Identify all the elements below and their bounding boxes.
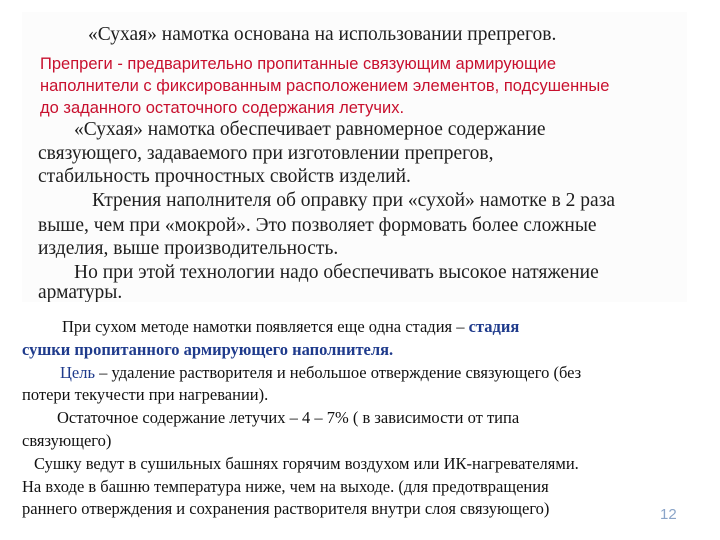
- definition-line: до заданного остаточного содержания летучих.: [40, 99, 405, 117]
- scanned-text-image: [22, 12, 687, 302]
- paragraph-line: Сушку ведут в сушильных башнях горячим воздухом или ИК-нагревателями.: [34, 453, 579, 473]
- paragraph-line: связующего): [22, 430, 112, 450]
- definition-line: наполнители с фиксированным расположением элементов, подсушенные: [40, 77, 610, 95]
- definition-line: Препреги - предварительно пропитанные связующим армирующие: [40, 55, 557, 73]
- paragraph-line: При сухом методе намотки появляется еще одна стадия – стадия: [62, 317, 520, 336]
- main-text: [22, 316, 712, 521]
- paragraph-line: потери текучести при нагревании).: [22, 385, 269, 405]
- paragraph-line: раннего отверждения и сохранения растворителя внутри слоя связующего): [22, 499, 550, 519]
- paragraph-line: Цель – удаление растворителя и небольшое отверждение связующего (без: [60, 362, 582, 382]
- scan-line: «Сухая» намотка основана на использовании препрегов.: [88, 24, 557, 45]
- scan-line: Но при этой технологии надо обеспечивать высокое натяжение: [74, 262, 599, 283]
- goal-term: Цель: [60, 362, 95, 382]
- scan-line: стабильность прочностных свойств изделий.: [38, 166, 411, 187]
- scan-line: изделия, выше производительность.: [38, 238, 339, 259]
- page-number: 12: [660, 506, 677, 523]
- paragraph-line: На входе в башню температура ниже, чем на выходе. (для предотвращения: [22, 476, 549, 496]
- highlight-term: стадия: [468, 317, 520, 336]
- scan-line: «Сухая» намотка обеспечивает равномерное содержание: [74, 119, 546, 140]
- highlight-term: сушки пропитанного армирующего наполнителя.: [22, 339, 394, 359]
- paragraph-line: Остаточное содержание летучих – 4 – 7% ( в зависимости от типа: [57, 408, 520, 428]
- scan-line: арматуры.: [38, 282, 123, 302]
- scan-line: связующего, задаваемого при изготовлении препрегов,: [38, 143, 494, 164]
- scan-line: Ктрения наполнителя об оправку при «сухой» намотке в 2 раза: [92, 190, 616, 211]
- scan-line: выше, чем при «мокрой». Это позволяет формовать более сложные: [38, 215, 597, 236]
